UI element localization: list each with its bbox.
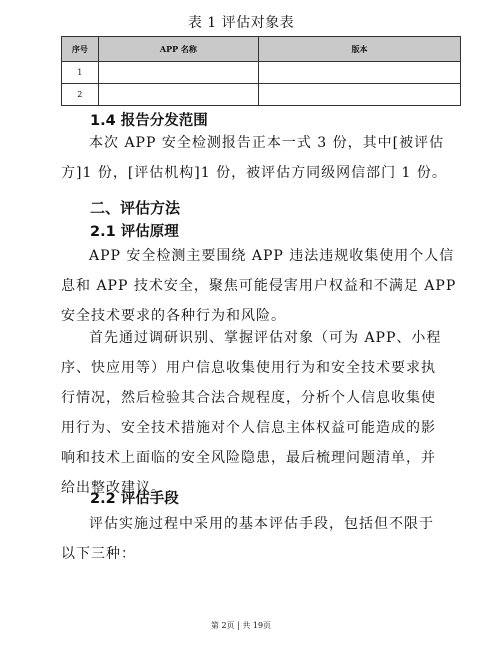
section-2-1-heading: 2.1 评估原理: [90, 224, 179, 240]
section-2-heading: 二、评估方法: [90, 199, 181, 217]
table-header-version: 版本: [259, 37, 461, 62]
paragraph-line: 用行为、安全技术措施对个人信息主体权益可能造成的影: [61, 420, 436, 436]
section-2-2-heading: 2.2 评估手段: [90, 491, 179, 507]
paragraph-line: 以下三种：: [61, 546, 136, 562]
table-cell-app-name: [98, 84, 258, 106]
paragraph-line: 本次 APP 安全检测报告正本一式 3 份，其中[被评估: [89, 135, 445, 151]
table-header-index: 序号: [62, 37, 99, 62]
section-1-4-paragraph: [61, 128, 447, 188]
paragraph-line: 首先通过调研识别、掌握评估对象（可为 APP、小程: [89, 330, 442, 346]
paragraph-line: 给出整改建议。: [61, 480, 166, 496]
page-number-footer: 第 2页 | 共 19页: [210, 621, 272, 630]
table-cell-app-name: [98, 62, 258, 84]
table-row: [62, 62, 461, 84]
section-2-1-paragraph-1: [61, 241, 457, 331]
table-row: [62, 84, 461, 106]
section-2-1-paragraph-2: [61, 323, 442, 503]
table-cell-version: [259, 62, 461, 84]
section-1-4-heading: 1.4 报告分发范围: [90, 113, 208, 129]
table-header-app-name: APP 名称: [98, 37, 258, 62]
table-header-row: [62, 37, 461, 62]
table-cell-index: 2: [62, 84, 99, 106]
table-cell-index: 1: [62, 62, 99, 84]
table-caption: 表 1 评估对象表: [187, 15, 295, 31]
paragraph-line: 序、快应用等）用户信息收集使用行为和安全技术要求执: [61, 360, 436, 376]
evaluation-object-table: [61, 36, 461, 106]
paragraph-line: 安全技术要求的各种行为和风险。: [61, 308, 286, 324]
table-cell-version: [259, 84, 461, 106]
section-2-2-paragraph: [61, 509, 434, 569]
paragraph-line: 评估实施过程中采用的基本评估手段，包括但不限于: [89, 516, 434, 532]
paragraph-line: 响和技术上面临的安全风险隐患，最后梳理问题清单，并: [61, 450, 436, 466]
paragraph-line: 行情况，然后检验其合法合规程度，分析个人信息收集使: [61, 390, 436, 406]
paragraph-line: APP 安全检测主要围绕 APP 违法违规收集使用个人信: [89, 248, 455, 264]
paragraph-line: 方]1 份，[评估机构]1 份，被评估方同级网信部门 1 份。: [61, 165, 447, 181]
paragraph-line: 息和 APP 技术安全，聚焦可能侵害用户权益和不满足 APP: [61, 278, 457, 294]
